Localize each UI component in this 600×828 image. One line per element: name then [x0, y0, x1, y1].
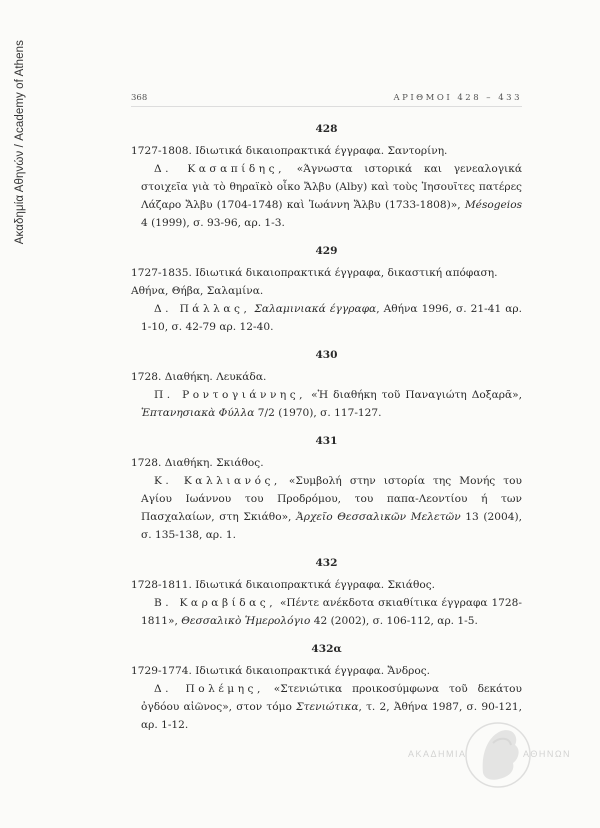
entry-ref-tail: , Αθήνα 1996, σ. 21-41 αρ. 1-10, σ. 42-79 αρ. 12-40.	[141, 303, 523, 333]
running-title: ΑΡΙΘΜΟΙ 428 – 433	[393, 93, 522, 103]
entry-reference	[141, 594, 522, 630]
entry-reference	[141, 300, 522, 336]
entry-author: Β. Καραβίδας,	[154, 597, 277, 609]
entry	[131, 432, 522, 544]
entry-journal: Θεσσαλικὸ Ἡμερολόγιο	[181, 615, 311, 627]
page-header	[131, 93, 522, 107]
entry-reference	[141, 160, 522, 232]
entry-author: Π. Ροντογιάννης,	[154, 389, 307, 401]
entry	[131, 120, 522, 232]
entry-ref-text: «Πέντε ανέκδοτα σκιαθίτικα έγγραφα 1728-1811»,	[141, 597, 522, 627]
entry-heading: 1728. Διαθήκη. Σκιάθος.	[131, 457, 264, 469]
entry-journal: Mésogeios	[464, 199, 523, 211]
page-number: 368	[131, 93, 148, 103]
entry-ref-text: «Στενιώτικα προικοσύμφωνα τοῦ δεκάτου ὀγδόου αἰῶνος», στον τόμο	[141, 683, 522, 713]
entry-reference	[141, 472, 522, 544]
side-watermark: Ακαδημία Αθηνών / Academy of Athens	[14, 40, 26, 245]
entry-ref-tail: 13 (2004), σ. 135-138, αρ. 1.	[141, 511, 523, 541]
entry-heading: 1727-1835. Ιδιωτικά δικαιοπρακτικά έγγραφα, δικαστική απόφαση. Αθήνα, Θήβα, Σαλαμίνα.	[131, 267, 498, 297]
entry-author: Δ. Κασαπίδης,	[154, 163, 285, 175]
entry-ref-tail: 7/2 (1970), σ. 117-127.	[254, 407, 382, 419]
entry-ref-tail: , τ. 2, Ἀθήνα 1987, σ. 90-121, αρ. 1-12.	[141, 701, 522, 731]
entry-number: 429	[315, 245, 338, 257]
entry-journal: Στενιώτικα	[296, 701, 359, 713]
entry-heading: 1727-1808. Ιδιωτικά δικαιοπρακτικά έγγραφα. Σαντορίνη.	[131, 145, 448, 157]
entry-heading: 1728. Διαθήκη. Λευκάδα.	[131, 371, 267, 383]
entry-number: 428	[315, 123, 338, 135]
entry-number: 432α	[311, 643, 342, 655]
entry-journal: Ἀρχεῖο Θεσσαλικῶν Μελετῶν	[296, 511, 461, 523]
logo-text-left: ΑΚΑΔΗΜΙΑ	[408, 749, 467, 759]
entry-reference	[141, 386, 522, 422]
entry-journal: Σαλαμινιακά έγγραφα	[254, 303, 377, 315]
entry-author: Δ. Πολέμης,	[154, 683, 264, 695]
entry-heading: 1729-1774. Ιδιωτικά δικαιοπρακτικά έγγραφα. Ἄνδρος.	[131, 665, 431, 677]
entry-number: 431	[315, 435, 338, 447]
entry-author: Κ. Καλλιανός,	[154, 475, 281, 487]
entry-journal: Ἑπτανησιακὰ Φύλλα	[141, 407, 255, 419]
entry-author: Δ. Πάλλας,	[154, 303, 251, 315]
entry-heading: 1728-1811. Ιδιωτικά δικαιοπρακτικά έγγραφα. Σκιάθος.	[131, 579, 436, 591]
academy-logo-watermark	[408, 715, 578, 795]
entry-ref-text: «Συμβολή στην ιστορία της Μονής του Αγίου Ιωάννου του Προδρόμου, του παπα-Λεοντίου ή των Πασχαλαίων, στη Σκιάθο»,	[141, 475, 522, 523]
entry	[131, 554, 522, 630]
entry-ref-text: «Ἡ διαθήκη τοῦ Παναγιώτη Δοξαρᾶ»,	[306, 389, 522, 401]
entry	[131, 346, 522, 422]
entry-ref-text: «Άγνωστα ιστορικά και γενεαλογικά στοιχεῖα γιὰ τὸ θηραϊκὸ οἶκο Ἄλβυ (Alby) καὶ τοὺς Ἰησουῖτες πατέρες Λάζαρο Ἄλβυ (1704-1748) καὶ Ἰωάννη Ἄλβυ (1733-1808)»,	[141, 163, 522, 211]
entry-number: 432	[315, 557, 338, 569]
entry-ref-tail: 4 (1999), σ. 93-96, αρ. 1-3.	[141, 217, 285, 229]
entries-list	[131, 120, 522, 744]
logo-text-right: ΑΘΗΝΩΝ	[523, 749, 572, 759]
entry-number: 430	[315, 349, 338, 361]
entry-ref-tail: 42 (2002), σ. 106-112, αρ. 1-5.	[310, 615, 478, 627]
entry	[131, 242, 522, 336]
